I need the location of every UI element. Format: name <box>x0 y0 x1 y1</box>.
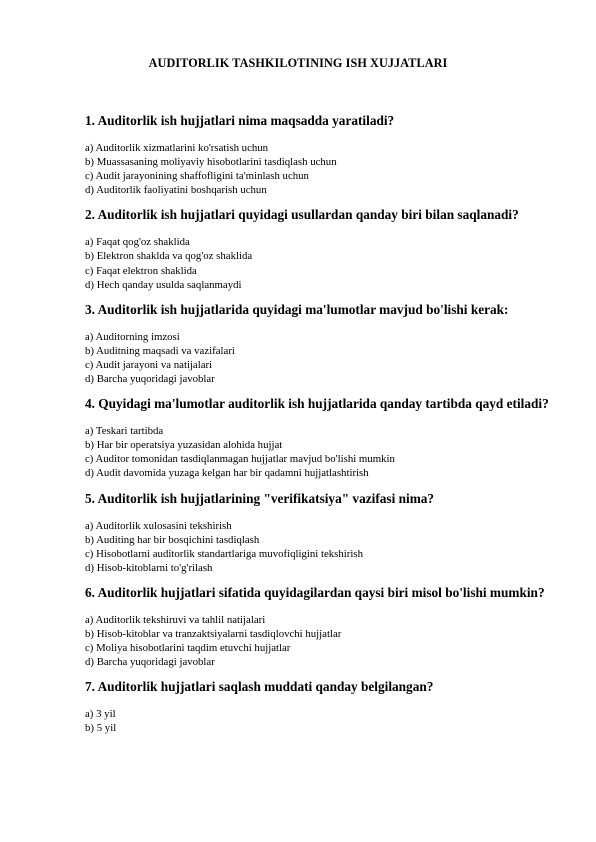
question-3 <box>85 302 555 386</box>
answer-option: b) 5 yil <box>85 722 117 735</box>
answer-option: c) Audit jarayonining shaffofligini ta'minlash uchun <box>85 170 309 183</box>
answer-option: d) Hisob-kitoblarni to'g'rilash <box>85 561 213 574</box>
answer-option: a) Teskari tartibda <box>85 425 164 438</box>
question-4 <box>85 396 555 480</box>
answer-option: a) Auditorlik xizmatlarini ko'rsatish uchun <box>85 142 269 154</box>
question-1 <box>85 113 555 197</box>
question-text: 5. Auditorlik ish hujjatlarining "verifikatsiya" vazifasi nima? <box>85 490 435 506</box>
answer-option: b) Auditning maqsadi va vazifalari <box>85 344 235 357</box>
question-text: 7. Auditorlik hujjatlari saqlash muddati qanday belgilangan? <box>85 679 434 695</box>
answer-option: d) Auditorlik faoliyatini boshqarish uchun <box>85 184 267 197</box>
question-2 <box>85 207 555 291</box>
question-text: 1. Auditorlik ish hujjatlari nima maqsadda yaratiladi? <box>85 113 395 128</box>
document-title: AUDITORLIK TASHKILOTINING ISH XUJJATLARI <box>148 56 448 70</box>
question-6 <box>85 585 555 669</box>
answer-option: a) Auditorlik tekshiruvi va tahlil natijalari <box>85 613 266 626</box>
answer-option: d) Hech qanday usulda saqlanmaydi <box>85 278 242 291</box>
question-5 <box>85 491 555 575</box>
answer-option: a) 3 yil <box>85 708 116 721</box>
answer-option: c) Audit jarayoni va natijalari <box>85 358 213 371</box>
question-text: 4. Quyidagi ma'lumotlar auditorlik ish hujjatlarida qanday tartibda qayd etiladi? <box>85 396 549 412</box>
question-7 <box>85 679 555 735</box>
answer-option: a) Auditorning imzosi <box>85 330 180 343</box>
answer-option: c) Faqat elektron shaklida <box>85 264 197 277</box>
answer-option: b) Auditing har bir bosqichini tasdiqlash <box>85 533 260 546</box>
answer-option: d) Audit davomida yuzaga kelgan har bir qadamni hujjatlashtirish <box>85 467 369 480</box>
answer-option: b) Hisob-kitoblar va tranzaktsiyalarni tasdiqlovchi hujjatlar <box>85 627 342 640</box>
question-text: 3. Auditorlik ish hujjatlarida quyidagi ma'lumotlar mavjud bo'lishi kerak: <box>85 301 509 317</box>
question-text: 2. Auditorlik ish hujjatlari quyidagi usullardan qanday biri bilan saqlanadi? <box>85 207 519 223</box>
answer-option: b) Muassasaning moliyaviy hisobotlarini tasdiqlash uchun <box>85 156 337 169</box>
answer-option: b) Har bir operatsiya yuzasidan alohida hujjat <box>85 439 283 452</box>
answer-option: d) Barcha yuqoridagi javoblar <box>85 656 215 669</box>
answer-option: c) Moliya hisobotlarini taqdim etuvchi hujjatlar <box>85 642 291 655</box>
answer-option: c) Hisobotlarni auditorlik standartlariga muvofiqligini tekshirish <box>85 547 363 560</box>
question-text: 6. Auditorlik hujjatlari sifatida quyidagilardan qaysi biri misol bo'lishi mumkin? <box>85 584 545 600</box>
answer-option: c) Auditor tomonidan tasdiqlanmagan hujjatlar mavjud bo'lishi mumkin <box>85 453 395 466</box>
question-list <box>85 113 555 745</box>
answer-option: d) Barcha yuqoridagi javoblar <box>85 373 215 386</box>
answer-option: b) Elektron shaklda va qog'oz shaklida <box>85 250 253 263</box>
answer-option: a) Faqat qog'oz shaklida <box>85 236 190 249</box>
answer-option: a) Auditorlik xulosasini tekshirish <box>85 519 232 532</box>
